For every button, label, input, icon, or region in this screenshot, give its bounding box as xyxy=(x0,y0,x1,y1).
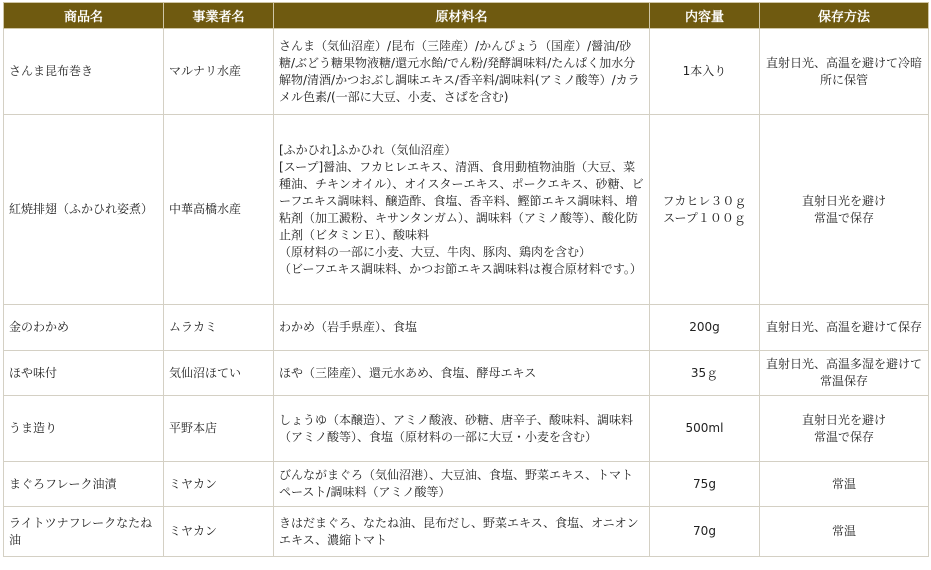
storage-text: 常温で保存 xyxy=(813,429,874,444)
ingredients-cell xyxy=(274,507,650,557)
amount-cell xyxy=(650,462,760,507)
product-name: ライトツナフレークなたね油 xyxy=(4,507,164,557)
storage-cell xyxy=(760,396,929,462)
storage-text: 直射日光、高温を避けて保存 xyxy=(765,320,922,334)
amount-cell xyxy=(650,305,760,351)
storage-text: 直射日光を避け xyxy=(801,412,886,427)
ingredients-text: しょうゆ（本醸造）、アミノ酸液、砂糖、唐辛子、酸味料、調味料（アミノ酸等）、食塩（原材料の一部に大豆・小麦を含む） xyxy=(279,412,634,444)
ingredients-text: [ふかひれ]ふかひれ（気仙沼産） xyxy=(279,142,457,157)
ingredients-text: ほや（三陸産）、還元水あめ、食塩、酵母エキス xyxy=(279,365,537,380)
header-amount: 内容量 xyxy=(650,3,760,29)
maker-name: 平野本店 xyxy=(164,396,274,462)
maker-name: ムラカミ xyxy=(164,305,274,351)
maker-name: 気仙沼ほてい xyxy=(164,351,274,396)
storage-cell xyxy=(760,462,929,507)
ingredients-text: さんま（気仙沼産）/昆布（三陸産）/かんぴょう（国産）/醤油/砂糖/ぶどう糖果物液糖/還元水飴/でん粉/発酵調味料/たんぱく加水分解物/清酒/かつおぶし調味エキス/香辛料/調味料(アミノ酸等）/カラメル色素/(一部に大豆、小麦、さばを含む) xyxy=(279,38,640,104)
ingredients-text: （ビーフエキス調味料、かつお節エキス調味料は複合原材料です。） xyxy=(279,261,642,276)
amount-text: 75g xyxy=(693,476,716,491)
ingredients-text: [スープ]醤油、フカヒレエキス、清酒、食用動植物油脂（大豆、菜種油、チキンオイル）、オイスターエキス、ポークエキス、砂糖、ビーフエキス調味料、醸造酢、食塩、香辛料、鰹節エキス調味料、増粘剤（加工澱粉、キサンタンガム）、調味料（アミノ酸等）、酸化防止剤（ビタミンＥ）、酸味料 xyxy=(279,159,644,242)
maker-name: ミヤカン xyxy=(164,507,274,557)
ingredients-text: わかめ（岩手県産）、食塩 xyxy=(279,320,418,334)
amount-text: 1本入り xyxy=(682,64,727,78)
ingredients-text: きはだまぐろ、なたね油、昆布だし、野菜エキス、食塩、オニオンエキス、濃縮トマト xyxy=(279,515,639,547)
table-row xyxy=(4,351,929,396)
product-name: うま造り xyxy=(4,396,164,462)
ingredients-text: びんながまぐろ（気仙沼港）、大豆油、食塩、野菜エキス、トマトペースト/調味料（アミノ酸等） xyxy=(279,468,634,499)
storage-text: 常温 xyxy=(831,524,856,538)
product-name: 紅焼排翅（ふかひれ姿煮） xyxy=(4,115,164,305)
storage-text: 常温で保存 xyxy=(813,210,874,225)
amount-text: スープ１００ｇ xyxy=(663,210,746,225)
storage-text: 直射日光、高温多湿を避けて常温保存 xyxy=(765,357,922,388)
ingredients-cell xyxy=(274,351,650,396)
amount-text: 70g xyxy=(693,524,716,538)
ingredients-cell xyxy=(274,462,650,507)
table-row xyxy=(4,29,929,115)
ingredients-cell xyxy=(274,29,650,115)
header-storage: 保存方法 xyxy=(760,3,929,29)
product-name: さんま昆布巻き xyxy=(4,29,164,115)
maker-name: マルナリ水産 xyxy=(164,29,274,115)
header-row xyxy=(4,3,929,29)
ingredients-cell xyxy=(274,115,650,305)
header-ingredients: 原材料名 xyxy=(274,3,650,29)
amount-text: フカヒレ３０ｇ xyxy=(662,193,747,208)
amount-text: 500ml xyxy=(685,421,724,435)
amount-cell xyxy=(650,115,760,305)
storage-text: 常温 xyxy=(831,476,856,491)
storage-text: 直射日光、高温を避けて冷暗所に保管 xyxy=(765,55,922,87)
header-maker: 事業者名 xyxy=(164,3,274,29)
table-row xyxy=(4,507,929,557)
header-product: 商品名 xyxy=(4,3,164,29)
storage-text: 直射日光を避け xyxy=(801,193,886,208)
storage-cell xyxy=(760,115,929,305)
table-row xyxy=(4,115,929,305)
product-name: ほや味付 xyxy=(4,351,164,396)
storage-cell xyxy=(760,351,929,396)
storage-cell xyxy=(760,29,929,115)
ingredients-text: （原材料の一部に小麦、大豆、牛肉、豚肉、鶏肉を含む） xyxy=(279,244,592,259)
amount-cell xyxy=(650,507,760,557)
amount-text: 35ｇ xyxy=(690,365,719,380)
amount-cell xyxy=(650,29,760,115)
maker-name: ミヤカン xyxy=(164,462,274,507)
product-table xyxy=(3,2,929,557)
amount-text: 200g xyxy=(689,320,720,334)
product-name: 金のわかめ xyxy=(4,305,164,351)
maker-name: 中華高橋水産 xyxy=(164,115,274,305)
ingredients-cell xyxy=(274,305,650,351)
table-row xyxy=(4,462,929,507)
table-row xyxy=(4,305,929,351)
product-name: まぐろフレーク油漬 xyxy=(4,462,164,507)
storage-cell xyxy=(760,507,929,557)
table-row xyxy=(4,396,929,462)
ingredients-cell xyxy=(274,396,650,462)
amount-cell xyxy=(650,351,760,396)
amount-cell xyxy=(650,396,760,462)
storage-cell xyxy=(760,305,929,351)
